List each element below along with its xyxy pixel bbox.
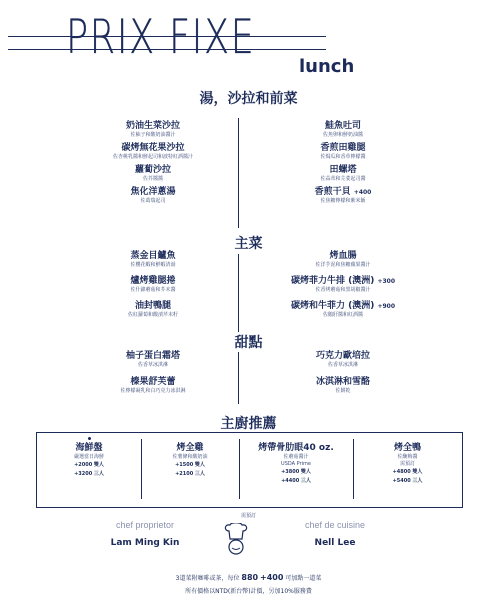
menu-item — [258, 276, 428, 294]
menu-title: PRIX FIXE — [66, 10, 256, 65]
item-name: 烤血腸 — [329, 251, 357, 261]
item-desc: 佐蒜茸和芫荽起司醬 — [320, 176, 366, 182]
item-desc: 嚴選當日海鮮 — [73, 454, 104, 460]
item-name — [258, 301, 428, 312]
item-price: +2100 三人 — [175, 471, 205, 477]
item-name: 鮭魚吐司 — [324, 121, 361, 131]
item-name: 烤全雞 — [176, 443, 204, 453]
item-desc: 佐醃梅醬 — [397, 454, 418, 460]
divider-mains — [238, 254, 239, 332]
item-price: +5400 三人 — [392, 478, 423, 484]
menu-item — [68, 165, 238, 183]
item-name: 油封鴨腿 — [134, 301, 171, 311]
menu-item — [68, 251, 238, 269]
item-desc: 佐香草冰淇淋 — [327, 362, 358, 368]
item-desc: 佐杏桃乳醬和鮮起司和波特紅酒醬汁 — [112, 154, 193, 160]
chef-special-item — [353, 442, 462, 486]
item-name: 蒸金目鱸魚 — [130, 251, 176, 261]
item-desc: 佐鵝肝醬和紅酒醬 — [322, 312, 363, 318]
menu-item — [258, 251, 428, 269]
item-name: 碳烤無花果沙拉 — [121, 143, 185, 153]
menu-item — [258, 165, 428, 183]
item-name: 香煎田雞腿 — [320, 143, 366, 153]
footer-line-2: 所有價格以NTD(新台幣)計價，另加10%服務費 — [185, 588, 312, 595]
item-name: 奶油生菜沙拉 — [125, 121, 180, 131]
item-desc: 佐柚子和酸奶油醬汁 — [130, 132, 176, 138]
section-title-chef: 主廚推薦 — [220, 416, 277, 432]
item-name: 烤全鴨 — [393, 443, 421, 453]
item-name: 海鮮盤 — [75, 443, 103, 453]
item-price: +1500 雙人 — [175, 462, 205, 468]
menu-item — [258, 187, 428, 205]
menu-item — [68, 276, 238, 294]
item-desc: 佐紅蘿蔔和酸漬芹末籽 — [127, 312, 178, 318]
item-name: 田螺塔 — [329, 165, 357, 175]
item-desc: 佐薯條和酸奶油 — [172, 454, 208, 460]
divider-soups — [238, 118, 239, 228]
chef-de-cuisine — [285, 520, 385, 548]
section-title-desserts: 甜點 — [234, 335, 263, 351]
item-desc: 佐蘑菇醬汁 — [283, 454, 309, 460]
item-name — [258, 276, 428, 287]
chef-hat-logo — [223, 523, 249, 561]
item-name: 柚子蛋白霜塔 — [125, 351, 180, 361]
item-name: 爐烤雞腿捲 — [130, 276, 176, 286]
box-note-text: 需預訂 — [237, 513, 260, 519]
item-name: 蘿蔔沙拉 — [134, 165, 171, 175]
item-name-text: 香煎干貝 — [314, 187, 351, 197]
item-sub: USDA Prime — [281, 461, 311, 467]
menu-item — [258, 301, 428, 319]
box-note — [0, 502, 497, 521]
item-desc: 佐香草冰淇淋 — [137, 362, 168, 368]
footer-price: 880 — [241, 573, 259, 582]
menu-subtitle: lunch — [299, 56, 355, 77]
item-name-text: 碳烤菲力牛排 (澳洲) — [290, 276, 375, 286]
chef-proprietor — [95, 520, 195, 548]
chef-special-item — [239, 442, 353, 486]
item-desc: 佐什錦蘑菇和芥末醬 — [130, 287, 176, 293]
section-title-mains: 主菜 — [234, 236, 263, 252]
item-name — [258, 187, 428, 198]
chef-role: chef de cuisine — [304, 520, 366, 530]
item-name-text: 碳烤和牛菲力 (澳洲) — [290, 301, 375, 311]
mains-left-column — [68, 251, 238, 319]
item-name: 榛果舒芙蕾 — [130, 377, 176, 387]
item-desc: 佐餅乾 — [335, 388, 351, 394]
menu-item — [68, 377, 238, 395]
item-desc: 佐焦糖檸檬和紫米飯 — [320, 198, 366, 204]
item-desc: 佐芥醬醬 — [142, 176, 163, 182]
item-desc: 佐焗瓜和香草檸檬醬 — [320, 154, 366, 160]
menu-item — [258, 121, 428, 139]
menu-item — [68, 301, 238, 319]
desserts-left-column — [68, 351, 238, 395]
menu-item — [68, 187, 238, 205]
menu-item — [258, 377, 428, 395]
item-price: +300 — [377, 278, 396, 285]
item-desc: 佐香烤蘑菇和黑胡椒醬汁 — [315, 287, 371, 293]
item-desc: 佐洋芋泥和焦糖蘋果醬汁 — [315, 262, 371, 268]
chef-name: Nell Lee — [314, 538, 356, 548]
item-desc: 佐櫻花蝦和鮮蝦清湯 — [130, 262, 176, 268]
item-price: +4800 雙人 — [392, 469, 423, 475]
item-price: +400 — [353, 189, 372, 196]
footer-text: 3道菜附咖啡或茶，每位 — [175, 575, 240, 582]
item-price: +900 — [377, 303, 396, 310]
item-name: 焦化洋蔥湯 — [130, 187, 176, 197]
soups-left-column — [68, 121, 238, 205]
item-name: 巧克力歐培拉 — [315, 351, 370, 361]
chef-special-item — [37, 437, 141, 479]
item-desc: 佐葛瑞起司 — [140, 198, 166, 204]
soups-right-column — [258, 121, 428, 205]
desserts-right-column — [258, 351, 428, 395]
item-desc: 佐檸檬凝乳和白巧克力冰淇淋 — [120, 388, 186, 394]
item-desc: 佐魚卵和鮮奶油醬 — [322, 132, 363, 138]
divider-desserts — [238, 352, 239, 404]
item-price: +3200 三人 — [74, 471, 104, 477]
section-title-soups: 湯，沙拉和前菜 — [199, 91, 298, 107]
footer-line-1 — [0, 573, 497, 582]
mains-right-column — [258, 251, 428, 319]
menu-item — [258, 143, 428, 161]
menu-item — [258, 351, 428, 369]
item-sub: 需預訂 — [399, 461, 415, 467]
item-price: +2000 雙人 — [74, 462, 104, 468]
item-name: 冰淇淋和雪酪 — [315, 377, 370, 387]
chef-special-item — [141, 442, 239, 479]
item-price: +4400 三人 — [281, 478, 311, 484]
chef-specials-box — [36, 432, 463, 508]
menu-item — [68, 121, 238, 139]
footer-text: 可加點一道菜 — [285, 575, 322, 582]
marker-dot — [88, 437, 91, 440]
chef-role: chef proprietor — [115, 520, 175, 530]
chef-name: Lam Ming Kin — [110, 538, 180, 548]
item-price: +3800 雙人 — [281, 469, 311, 475]
menu-item — [68, 351, 238, 369]
item-name: 烤帶骨肋眼40 oz. — [258, 443, 334, 453]
footer-price-add: +400 — [260, 573, 284, 582]
menu-item — [68, 143, 238, 161]
